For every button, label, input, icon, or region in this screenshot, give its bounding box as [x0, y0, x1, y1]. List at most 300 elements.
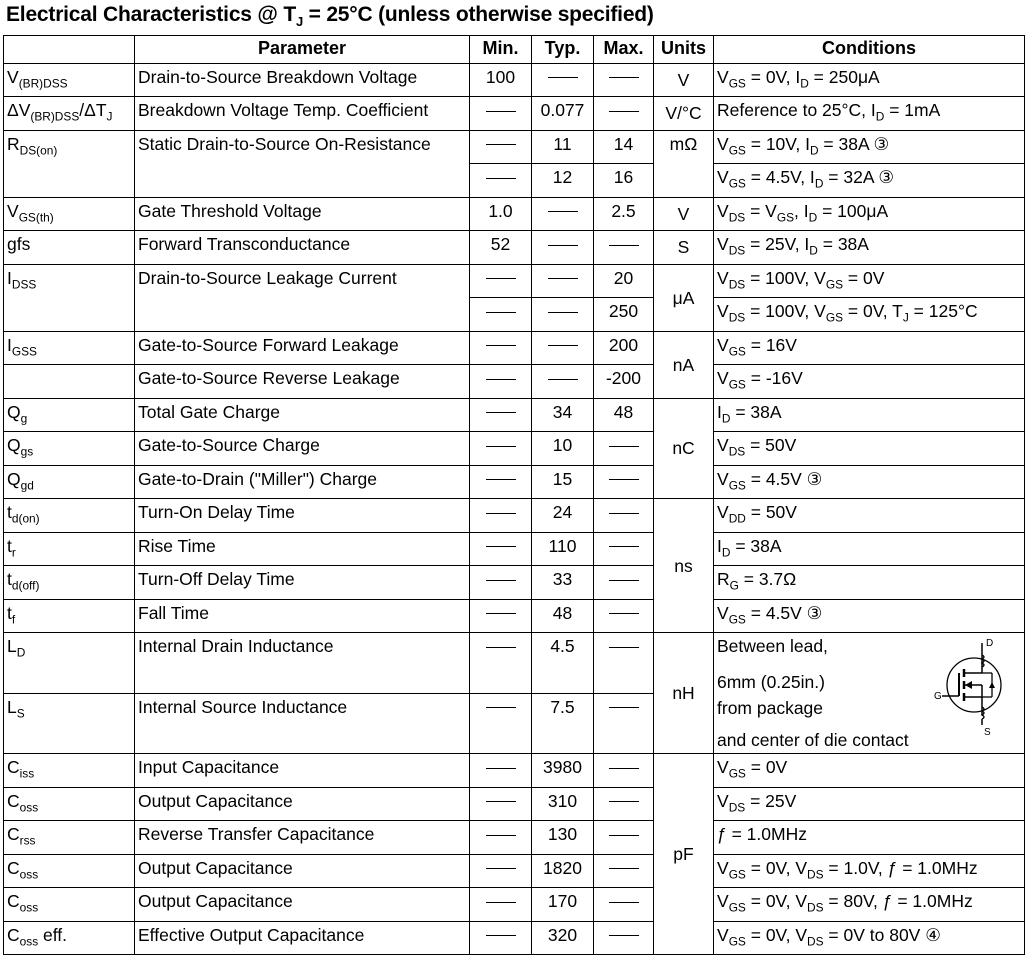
cell-conditions: [714, 432, 1025, 466]
dash: [486, 707, 516, 708]
condition-text: R: [717, 569, 730, 589]
condition-text: = 25V: [745, 790, 797, 811]
cell-max: [594, 888, 654, 922]
cell-min: [470, 566, 532, 600]
cell-conditions: [714, 854, 1025, 888]
cell-typ: [532, 532, 594, 566]
dash: [609, 580, 639, 581]
condition-text: and center of die contact: [717, 730, 909, 750]
value-typ: 33: [552, 569, 573, 589]
cell-min: [470, 432, 532, 466]
dash: [548, 77, 578, 78]
condition-text: = 4.5V ③: [745, 602, 823, 623]
symbol-tail: /ΔT: [79, 100, 107, 120]
value-max: 16: [613, 167, 634, 187]
gate-label: G: [934, 691, 942, 702]
condition-line: [717, 888, 1021, 921]
header-row: [4, 36, 1025, 64]
cell-typ: [532, 197, 594, 231]
dash: [609, 902, 639, 903]
electrical-characteristics-table: [3, 35, 1025, 955]
cell-min: [470, 921, 532, 955]
symbol-subscript: oss: [19, 800, 39, 814]
table-row: [4, 331, 1025, 365]
value-typ: 3980: [543, 757, 582, 777]
symbol-subscript: gs: [20, 444, 34, 459]
table-row: [4, 97, 1025, 131]
value-max: 48: [613, 401, 634, 422]
cell-typ: [532, 398, 594, 432]
dash: [609, 446, 639, 447]
cell-typ: [532, 264, 594, 298]
symbol: C: [7, 790, 20, 811]
condition-text: V: [717, 368, 729, 388]
cell-parameter: Breakdown Voltage Temp. Coefficient: [135, 97, 470, 131]
source-label: S: [984, 727, 991, 738]
value-typ: 4.5: [550, 636, 575, 656]
condition-text: V: [717, 301, 729, 321]
condition-text: V: [717, 234, 729, 254]
dash: [609, 768, 639, 769]
header-parameter: Parameter: [135, 36, 470, 64]
condition-subscript: D: [809, 143, 819, 157]
condition-subscript: D: [809, 243, 818, 258]
cell-conditions: [714, 465, 1025, 499]
condition-line: [717, 399, 1021, 432]
cell-conditions: [714, 298, 1025, 332]
dash: [548, 245, 578, 246]
table-row: [4, 532, 1025, 566]
cell-typ: [532, 566, 594, 600]
cell-typ: [532, 331, 594, 365]
table-body: [4, 63, 1025, 955]
condition-subscript: DS: [728, 800, 746, 814]
cell-max: [594, 854, 654, 888]
condition-line: [717, 131, 1021, 164]
dash: [486, 178, 516, 179]
symbol-subscript: gd: [20, 478, 34, 492]
cell-parameter: Gate-to-Drain ("Miller") Charge: [135, 465, 470, 499]
cell-units: pF: [654, 754, 714, 955]
cell-parameter: Output Capacitance: [135, 787, 470, 821]
cell-min: [470, 787, 532, 821]
condition-text: Between lead,: [717, 636, 828, 656]
condition-line: [717, 332, 1021, 365]
cell-symbol: [4, 532, 135, 566]
symbol-tail: eff.: [38, 924, 68, 945]
cell-min: [470, 854, 532, 888]
condition-subscript: GS: [728, 344, 746, 358]
symbol-subscript: DSS: [11, 277, 37, 291]
cell-typ: [532, 365, 594, 399]
dash: [486, 613, 516, 614]
cell-parameter: Reverse Transfer Capacitance: [135, 821, 470, 855]
cell-max: [594, 432, 654, 466]
symbol: C: [7, 924, 20, 945]
cell-conditions: [714, 787, 1025, 821]
cell-symbol: [4, 633, 135, 694]
condition-text: = 0V, V: [745, 924, 808, 945]
dash: [548, 312, 578, 313]
condition-subscript: DS: [728, 444, 746, 459]
value-typ: 11: [553, 133, 572, 154]
cell-symbol: [4, 264, 135, 331]
dash: [486, 479, 516, 480]
table-row: [4, 231, 1025, 265]
cell-max: [594, 264, 654, 298]
header-typ: Typ.: [532, 36, 594, 64]
condition-line: [717, 265, 1021, 298]
cell-symbol: [4, 197, 135, 231]
cell-units: nC: [654, 398, 714, 499]
cell-conditions: [714, 599, 1025, 633]
condition-text: = 4.5V, I: [745, 167, 815, 187]
cell-max: [594, 633, 654, 694]
condition-subscript: G: [729, 578, 739, 593]
value-min: 100: [485, 66, 516, 87]
condition-line: [717, 231, 1021, 264]
table-row: [4, 499, 1025, 533]
cell-conditions: [714, 164, 1025, 198]
cell-max: [594, 63, 654, 97]
condition-text: V: [717, 200, 729, 221]
condition-subscript: DD: [728, 511, 746, 526]
condition-subscript: DS: [728, 210, 746, 224]
table-row: [4, 888, 1025, 922]
condition-subscript: GS: [728, 176, 746, 191]
cell-max: [594, 787, 654, 821]
table-row: [4, 398, 1025, 432]
condition-text: = 10V, I: [745, 133, 810, 154]
cell-typ: [532, 97, 594, 131]
dash: [548, 379, 578, 380]
dash: [609, 868, 639, 869]
cell-parameter: Effective Output Capacitance: [135, 921, 470, 955]
condition-text: ƒ = 1.0MHz: [717, 824, 807, 844]
condition-line: [717, 533, 1021, 566]
condition-subscript: J: [902, 310, 909, 325]
condition-text: = 4.5V ③: [745, 468, 823, 489]
cell-min: [470, 298, 532, 332]
cell-typ: [532, 633, 594, 694]
condition-text: = 3.7Ω: [738, 569, 797, 589]
symbol: Q: [7, 401, 21, 422]
condition-text: from package: [717, 698, 824, 718]
dash: [609, 546, 639, 547]
condition-text: V: [717, 924, 729, 945]
value-typ: 320: [547, 924, 578, 945]
table-row: [4, 566, 1025, 600]
cell-conditions: [714, 499, 1025, 533]
condition-subscript: GS: [825, 277, 844, 291]
cell-conditions: [714, 231, 1025, 265]
value-typ: 12: [552, 167, 573, 187]
symbol: R: [7, 133, 20, 154]
condition-subscript: DS: [728, 243, 746, 258]
drain-label: D: [986, 638, 994, 649]
cell-parameter: Gate Threshold Voltage: [135, 197, 470, 231]
cell-min: [470, 264, 532, 298]
table-row: [4, 365, 1025, 399]
condition-text: V: [717, 891, 729, 911]
cell-max: [594, 331, 654, 365]
cell-parameter: Turn-Off Delay Time: [135, 566, 470, 600]
table-row: [4, 921, 1025, 955]
value-typ: 130: [547, 824, 578, 844]
symbol: I: [7, 267, 12, 288]
dash: [609, 647, 639, 648]
symbol: C: [7, 857, 20, 878]
dash: [486, 902, 516, 903]
cell-symbol: [4, 97, 135, 131]
condition-text: Reference to 25°C, I: [717, 100, 876, 120]
cell-conditions: [714, 888, 1025, 922]
cell-min: [470, 532, 532, 566]
cell-units: V: [654, 197, 714, 231]
value-typ: 1820: [543, 857, 582, 878]
condition-subscript: GS: [728, 143, 746, 157]
cell-min: [470, 754, 532, 788]
cell-parameter: Output Capacitance: [135, 888, 470, 922]
condition-subscript: GS: [728, 900, 746, 915]
cell-max: [594, 532, 654, 566]
cell-min: [470, 821, 532, 855]
cell-conditions: [714, 532, 1025, 566]
cell-parameter: Gate-to-Source Reverse Leakage: [135, 365, 470, 399]
condition-text: = 80V, ƒ = 1.0MHz: [823, 891, 973, 911]
table-row: [4, 821, 1025, 855]
table-row: [4, 465, 1025, 499]
condition-subscript: GS: [728, 76, 746, 90]
dash: [609, 835, 639, 836]
cell-parameter: Fall Time: [135, 599, 470, 633]
condition-text: = 38A: [730, 401, 782, 422]
symbol: C: [7, 891, 20, 911]
condition-line: [717, 566, 1021, 599]
dash: [548, 211, 578, 212]
condition-text: V: [717, 267, 729, 288]
cell-max: [594, 921, 654, 955]
condition-text: V: [717, 167, 729, 187]
table-row: [4, 63, 1025, 97]
dash: [486, 345, 516, 346]
dash: [609, 513, 639, 514]
table-row: [4, 787, 1025, 821]
condition-subscript: GS: [728, 478, 746, 492]
condition-line: [717, 754, 1021, 787]
dash: [609, 111, 639, 112]
dash: [609, 479, 639, 480]
condition-text: V: [717, 602, 729, 623]
cell-max: [594, 164, 654, 198]
value-typ: 10: [552, 435, 573, 455]
condition-text: = 50V: [745, 502, 797, 522]
cell-max: [594, 298, 654, 332]
symbol: t: [7, 602, 12, 623]
dash: [609, 613, 639, 614]
cell-symbol: [4, 888, 135, 922]
value-max: 250: [608, 301, 639, 321]
cell-min: [470, 164, 532, 198]
symbol: Q: [7, 468, 21, 489]
cell-conditions: [714, 633, 1025, 754]
condition-line: [717, 164, 1021, 197]
cell-max: [594, 398, 654, 432]
condition-text: = 100V, V: [745, 267, 826, 288]
condition-text: , I: [794, 200, 809, 221]
dash: [486, 835, 516, 836]
cell-parameter: Drain-to-Source Breakdown Voltage: [135, 63, 470, 97]
condition-line: [717, 298, 1021, 331]
value-typ: 48: [552, 602, 573, 623]
dash: [548, 345, 578, 346]
cell-parameter: Output Capacitance: [135, 854, 470, 888]
condition-text: = 25V, I: [745, 234, 810, 254]
cell-conditions: [714, 63, 1025, 97]
dash: [486, 546, 516, 547]
condition-text: = 1mA: [884, 100, 941, 120]
dash: [609, 77, 639, 78]
symbol: C: [7, 757, 20, 777]
cell-typ: [532, 921, 594, 955]
condition-text: V: [717, 468, 729, 489]
value-max: 200: [608, 334, 639, 355]
cell-symbol: [4, 365, 135, 399]
cell-min: [470, 599, 532, 633]
condition-line: [717, 788, 1021, 821]
cell-symbol: [4, 432, 135, 466]
header-symbol: [4, 36, 135, 64]
cell-symbol: [4, 465, 135, 499]
condition-text: = 0V, I: [745, 66, 801, 87]
cell-min: [470, 63, 532, 97]
cell-max: [594, 465, 654, 499]
cell-typ: [532, 787, 594, 821]
condition-subscript: D: [721, 545, 731, 559]
dash: [486, 278, 516, 279]
table-row: [4, 633, 1025, 694]
cell-parameter: Total Gate Charge: [135, 398, 470, 432]
dash: [609, 707, 639, 708]
cell-parameter: Forward Transconductance: [135, 231, 470, 265]
symbol-subscript: f: [11, 612, 16, 626]
dash: [548, 278, 578, 279]
header-units: Units: [654, 36, 714, 64]
condition-text: = 50V: [745, 435, 797, 455]
symbol: t: [7, 502, 12, 522]
condition-line: [717, 198, 1021, 231]
value-typ: 110: [548, 535, 577, 556]
cell-min: [470, 231, 532, 265]
condition-text: = 32A ③: [823, 167, 895, 187]
condition-subscript: DS: [807, 900, 824, 915]
dash: [486, 111, 516, 112]
cell-symbol: [4, 821, 135, 855]
cell-units: V: [654, 63, 714, 97]
cell-min: [470, 693, 532, 754]
condition-text: = 0V to 80V ④: [823, 924, 941, 945]
value-min: 1.0: [488, 200, 513, 221]
cell-symbol: [4, 499, 135, 533]
symbol-subscript: (BR)DSS: [18, 76, 68, 90]
header-conditions: Conditions: [714, 36, 1025, 64]
cell-conditions: [714, 331, 1025, 365]
dash: [486, 935, 516, 936]
symbol-subscript: rss: [19, 833, 36, 848]
condition-subscript: GS: [728, 934, 746, 948]
symbol-subscript: iss: [19, 766, 35, 781]
cell-typ: [532, 465, 594, 499]
condition-text: V: [717, 133, 729, 154]
condition-text: = 16V: [745, 334, 797, 355]
value-typ: 170: [547, 891, 578, 911]
condition-text: V: [717, 757, 729, 777]
table-row: [4, 197, 1025, 231]
dash: [486, 412, 516, 413]
cell-max: [594, 821, 654, 855]
value-typ: 34: [552, 401, 573, 422]
cell-conditions: [714, 130, 1025, 164]
dash: [486, 801, 516, 802]
condition-text: = 0V: [745, 757, 788, 777]
value-typ: 7.5: [550, 696, 575, 717]
cell-min: [470, 465, 532, 499]
symbol: t: [7, 535, 12, 556]
cell-conditions: [714, 197, 1025, 231]
symbol: Q: [7, 435, 21, 455]
cell-symbol: [4, 130, 135, 197]
dash: [486, 768, 516, 769]
condition-text: V: [717, 790, 729, 811]
symbol-subscript: GSS: [11, 344, 37, 358]
cell-units: mΩ: [654, 130, 714, 197]
cell-parameter: Internal Drain Inductance: [135, 633, 470, 694]
cell-symbol: [4, 398, 135, 432]
condition-text: I: [717, 401, 722, 422]
cell-typ: [532, 130, 594, 164]
cell-symbol: [4, 331, 135, 365]
value-typ: 0.077: [540, 100, 585, 120]
cell-typ: [532, 821, 594, 855]
condition-text: 6mm (0.25in.): [717, 672, 825, 692]
cell-min: [470, 130, 532, 164]
cell-parameter: Drain-to-Source Leakage Current: [135, 264, 470, 331]
dash: [486, 144, 516, 145]
cell-conditions: [714, 821, 1025, 855]
cell-units: μA: [654, 264, 714, 331]
cell-symbol: [4, 787, 135, 821]
symbol: V: [7, 200, 19, 221]
cell-max: [594, 499, 654, 533]
condition-text: V: [717, 502, 729, 522]
value-typ: 24: [552, 502, 573, 522]
cell-typ: [532, 298, 594, 332]
condition-subscript: D: [800, 76, 809, 90]
condition-text: = 1.0V, ƒ = 1.0MHz: [823, 857, 978, 878]
condition-text: = 125°C: [908, 301, 978, 321]
condition-subscript: GS: [776, 210, 795, 224]
table-row: [4, 130, 1025, 164]
table-row: [4, 854, 1025, 888]
cell-conditions: [714, 921, 1025, 955]
condition-line: [717, 855, 1021, 888]
cell-units: nH: [654, 633, 714, 754]
cell-typ: [532, 499, 594, 533]
value-min: 52: [490, 234, 511, 254]
cell-parameter: Internal Source Inductance: [135, 693, 470, 754]
symbol-subscript: S: [16, 706, 25, 720]
cell-parameter: Turn-On Delay Time: [135, 499, 470, 533]
